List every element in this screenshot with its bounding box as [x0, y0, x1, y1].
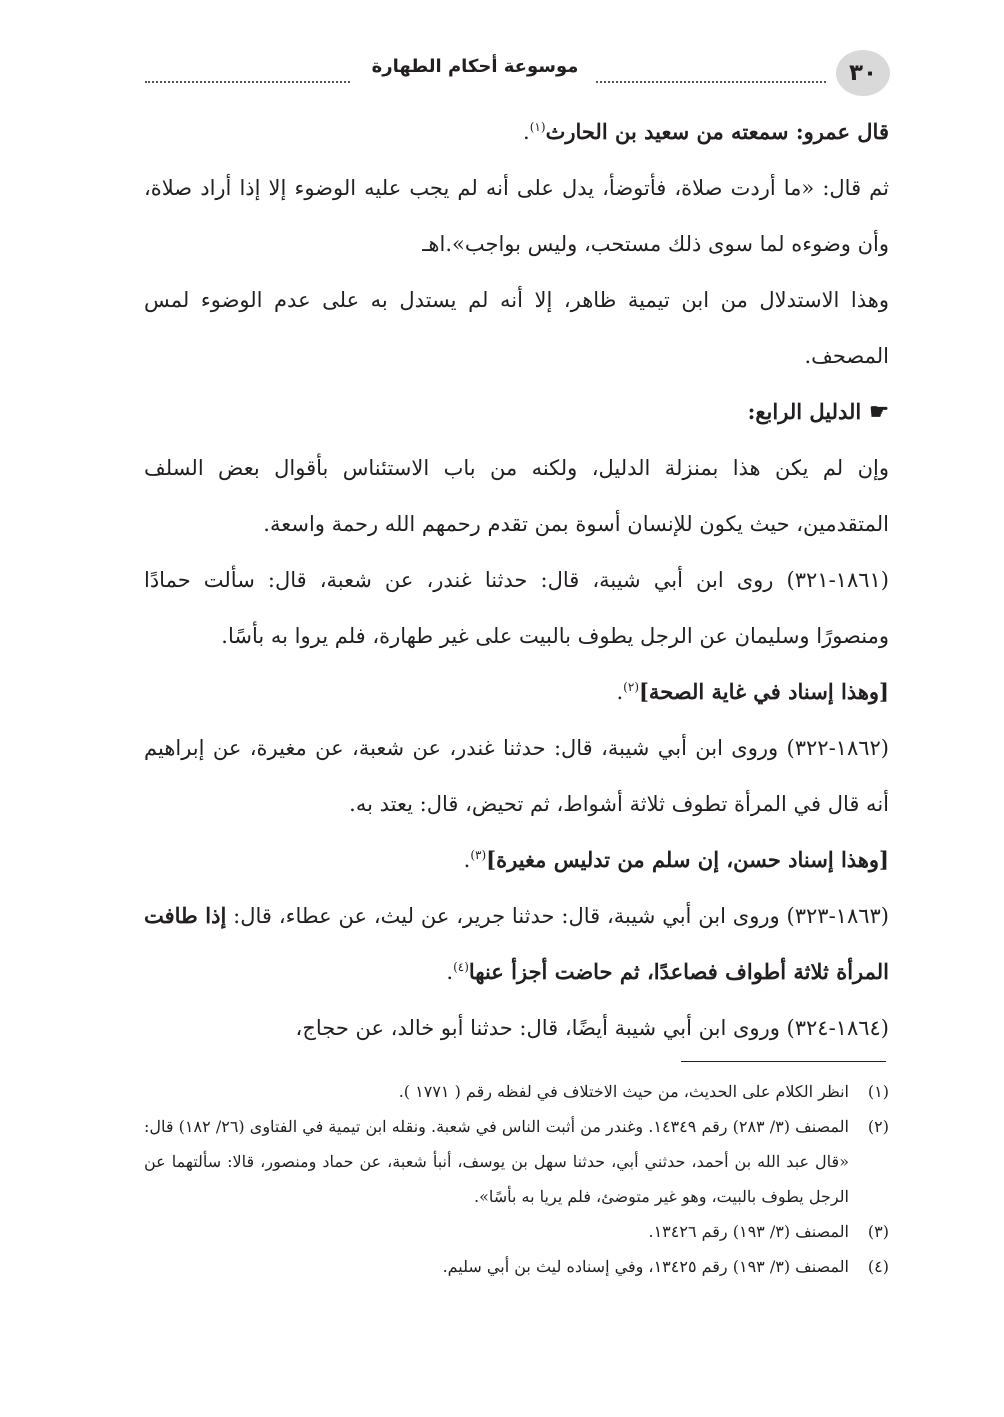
paragraph: (١٨٦١-٣٢١) روى ابن أبي شيبة، قال: حدثنا غندر، عن شعبة، قال: سألت حمادًا ومنصورًا وسليمان عن الرجل يطوف بالبيت على غير طهارة، فلم يروا به بأسًا.: [144, 568, 889, 648]
pointing-hand-icon: ☛: [869, 399, 889, 425]
footnote-number: (٣): [867, 1222, 889, 1241]
section-heading: [144, 384, 889, 440]
paragraph: [144, 832, 889, 888]
footnote: [144, 1109, 889, 1214]
page-header: [145, 50, 890, 96]
punctuation: .: [446, 960, 454, 984]
footnote-ref: (٤): [453, 960, 469, 974]
footnote-number: (١): [867, 1082, 889, 1101]
main-text: [144, 104, 889, 1056]
header-dots-left: [145, 65, 350, 83]
paragraph: [144, 104, 889, 160]
heading-text: الدليل الرابع:: [747, 399, 862, 424]
paragraph: ثم قال: «ما أردت صلاة، فأتوضأ، يدل على أنه لم يجب عليه الوضوء إلا إذا أراد صلاة، وأن وضوءه لما سوى ذلك مستحب، وليس بواجب».اهـ: [144, 176, 889, 256]
page-number: ٣٠: [836, 50, 890, 96]
footnote-text: المصنف (٣/ ١٩٣) رقم ١٣٤٢٦.: [648, 1222, 849, 1241]
punctuation: .: [463, 848, 471, 872]
footnotes: [144, 1074, 889, 1284]
paragraph: [144, 888, 889, 1000]
paragraph: (١٨٦٢-٣٢٢) وروى ابن أبي شيبة، قال: حدثنا غندر، عن شعبة، عن مغيرة، عن إبراهيم أنه قال في المرأة تطوف ثلاثة أشواط، ثم تحيض، قال: يعتد به.: [144, 736, 889, 816]
paragraph: وإن لم يكن هذا بمنزلة الدليل، ولكنه من باب الاستئناس بأقوال بعض السلف المتقدمين، حيث يكون للإنسان أسوة بمن تقدم رحمهم الله رحمة واسعة.: [144, 456, 889, 536]
paragraph: (١٨٦٤-٣٢٤) وروى ابن أبي شيبة أيضًا، قال: حدثنا أبو خالد، عن حجاج،: [295, 1016, 889, 1040]
quote-text: إذا طافت المرأة ثلاثة أطواف فصاعدًا، ثم حاضت أجزأ عنها: [144, 903, 889, 984]
running-title: موسوعة أحكام الطهارة: [371, 56, 579, 77]
footnote-separator: [681, 1061, 886, 1062]
footnote-text: انظر الكلام على الحديث، من حيث الاختلاف في لفظه رقم ( ١٧٧١ ).: [398, 1082, 849, 1101]
footnote: [144, 1249, 889, 1284]
footnote-ref: (١): [529, 120, 546, 134]
grading-text: [وهذا إسناد في غاية الصحة]: [639, 679, 889, 704]
quote-text: قال عمرو: سمعته من سعيد بن الحارث: [545, 119, 889, 144]
footnote: [144, 1074, 889, 1109]
footnote-text: المصنف (٣/ ٢٨٣) رقم ١٤٣٤٩. وغندر من أثبت الناس في شعبة. ونقله ابن تيمية في الفتاوى (٢٦/ ١٨٢) قال: «قال عبد الله بن أحمد، حدثني أبي، حدثنا سهل بن يوسف، أنبأ شعبة، عن حماد ومنصور، قالا: سألتهما عن الرجل يطوف بالبيت، وهو غير متوضئ، فلم يريا به بأسًا».: [144, 1117, 849, 1206]
footnote-number: (٤): [867, 1257, 889, 1276]
header-dots-right: [596, 65, 826, 83]
narration-text: (١٨٦٣-٣٢٣) وروى ابن أبي شيبة، قال: حدثنا جرير، عن ليث، عن عطاء، قال:: [226, 904, 889, 928]
grading-text: [وهذا إسناد حسن، إن سلم من تدليس مغيرة]: [486, 847, 889, 872]
punctuation: .: [616, 680, 624, 704]
footnote-ref: (٣): [470, 848, 487, 862]
footnote-ref: (٢): [623, 680, 639, 694]
footnote: [144, 1214, 889, 1249]
footnote-number: (٢): [867, 1117, 889, 1136]
paragraph: [144, 664, 889, 720]
punctuation: .: [523, 120, 530, 144]
paragraph: وهذا الاستدلال من ابن تيمية ظاهر، إلا أنه لم يستدل به على عدم الوضوء لمس المصحف.: [144, 288, 889, 368]
footnote-text: المصنف (٣/ ١٩٣) رقم ١٣٤٢٥، وفي إسناده ليث بن أبي سليم.: [442, 1257, 849, 1276]
